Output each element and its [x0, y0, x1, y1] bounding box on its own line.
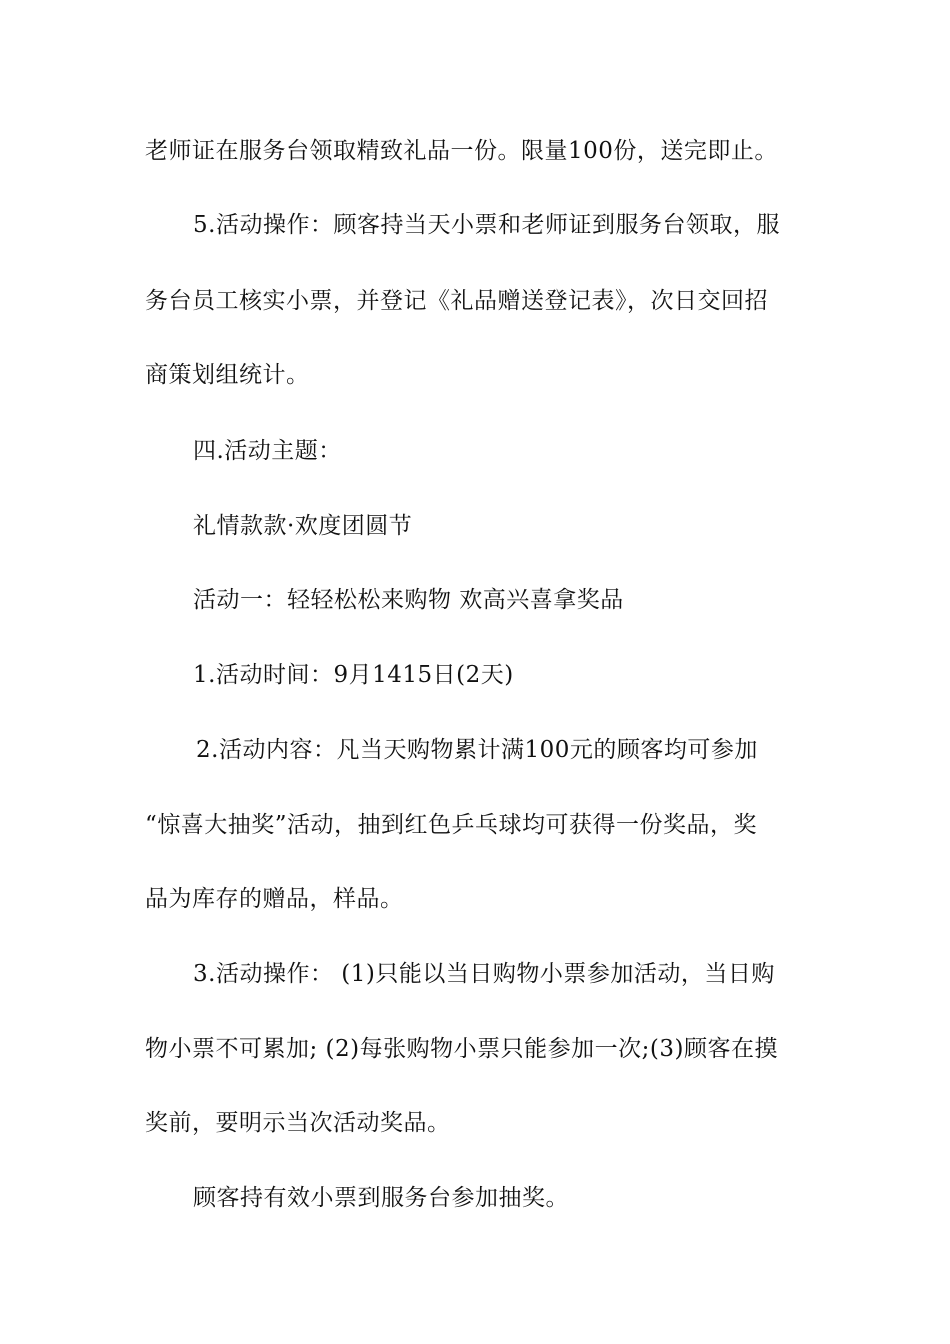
activity-title: 活动一：轻轻松松来购物 欢高兴喜拿奖品 [193, 587, 624, 613]
paragraph-line: 老师证在服务台领取精致礼品一份。限量100份，送完即止。 [145, 138, 778, 164]
paragraph-line: 3.活动操作： (1)只能以当日购物小票参加活动，当日购 [193, 961, 775, 987]
paragraph-line: 商策划组统计。 [145, 362, 310, 388]
paragraph-line: 2.活动内容：凡当天购物累计满100元的顾客均可参加 [196, 737, 758, 763]
paragraph-line: 1.活动时间：9月1415日(2天) [193, 662, 514, 688]
paragraph-line: 务台员工核实小票，并登记《礼品赠送登记表》，次日交回招 [145, 288, 768, 314]
theme-title: 礼情款款·欢度团圆节 [193, 513, 413, 539]
paragraph-line: 5.活动操作：顾客持当天小票和老师证到服务台领取，服 [193, 212, 780, 238]
paragraph-line: 物小票不可累加; (2)每张购物小票只能参加一次;(3)顾客在摸 [145, 1036, 778, 1062]
paragraph-line: 顾客持有效小票到服务台参加抽奖。 [193, 1185, 569, 1211]
paragraph-line: 奖前，要明示当次活动奖品。 [145, 1110, 451, 1136]
section-heading: 四.活动主题： [193, 438, 342, 464]
paragraph-line: “惊喜大抽奖”活动，抽到红色乒乓球均可获得一份奖品，奖 [145, 812, 758, 838]
paragraph-line: 品为库存的赠品，样品。 [145, 886, 404, 912]
